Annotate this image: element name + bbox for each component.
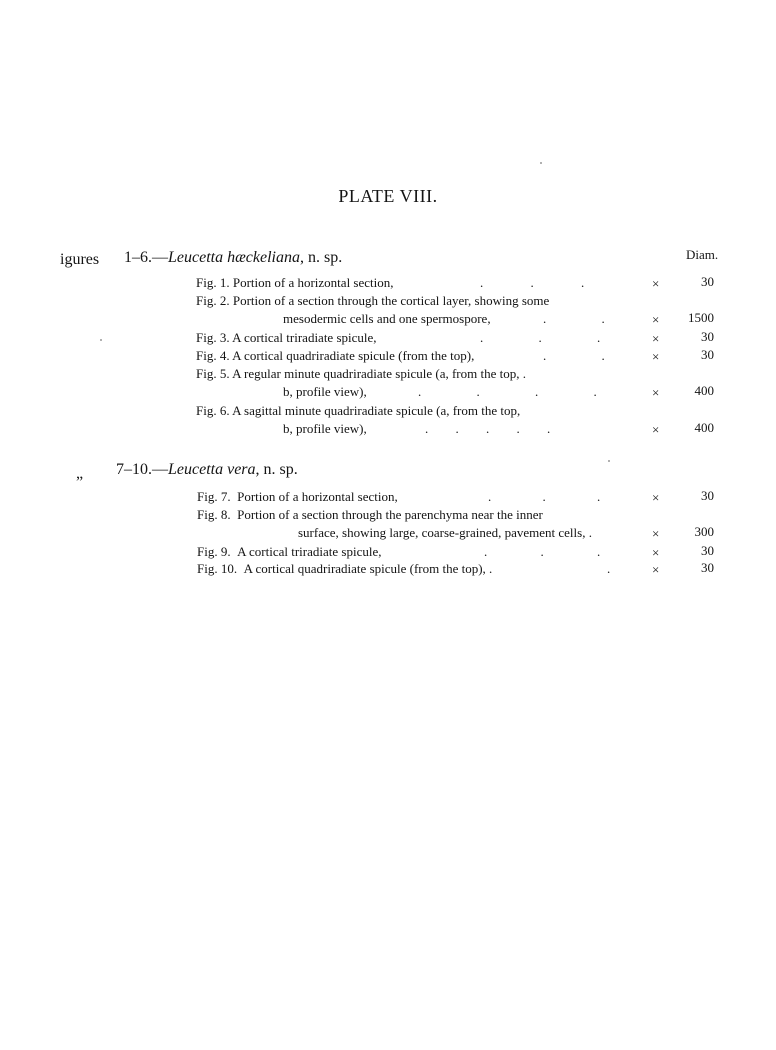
figure-label: Fig. 5. [196,366,230,381]
leader-dots: . . . . [418,384,597,399]
figure-label: Fig. 3. [196,330,230,345]
times-sign: × [652,526,660,541]
magnification: 1500 [688,310,714,325]
group-range: 1–6.— [124,249,168,266]
figure-label: Fig. 10. [197,561,238,576]
figure-text: A cortical quadriradiate spicule (from the top), [232,348,475,363]
figure-caption [197,544,381,560]
times-sign: × [652,312,660,327]
figure-text: Portion of a horizontal section, [232,275,394,290]
figure-text-continued: surface, showing large, coarse-grained, pavement cells, . [298,525,592,540]
figure-text: A sagittal minute quadriradiate spicule (a, from the top, [232,403,521,418]
group-suffix: , n. sp. [255,461,298,478]
magnification: 30 [701,347,714,362]
figure-label: Fig. 2. [196,293,230,308]
species-name: Leucetta hæckeliana [168,249,300,266]
leader-dots: . . . [480,275,585,290]
magnification: 30 [701,274,714,289]
scan-speck [608,460,610,462]
times-sign: × [652,490,660,505]
figure-text-continued: b, profile view), [283,421,367,436]
figure-caption [196,403,520,419]
times-sign: × [652,331,660,346]
figure-caption [196,366,526,382]
figure-text: Portion of a section through the parenchyma near the inner [237,507,543,522]
figure-label: Fig. 9. [197,544,231,559]
times-sign: × [652,562,660,577]
figure-text: A cortical triradiate spicule, [237,544,382,559]
figure-label: Fig. 1. [196,275,230,290]
group-heading [116,461,298,479]
figure-text: Portion of a horizontal section, [237,489,398,504]
figure-caption [197,561,492,577]
group-range: 7–10.— [116,461,168,478]
leader-dots: . . . [480,330,601,345]
times-sign: × [652,349,660,364]
figure-label: Fig. 8. [197,507,231,522]
leader-dots: . . . [484,544,601,559]
magnification: 30 [701,560,714,575]
figure-caption [196,293,549,309]
leader-dots: . . . . . [425,421,551,436]
figure-label: Fig. 6. [196,403,230,418]
diam-header: Diam. [686,247,719,262]
scan-speck [540,162,542,164]
leader-dots: . . . [488,489,601,504]
times-sign: × [652,545,660,560]
figure-text: Portion of a section through the cortical layer, showing some [232,293,550,308]
figure-caption [197,507,543,523]
magnification: 30 [701,488,714,503]
magnification: 400 [694,420,714,435]
group-heading [124,249,342,267]
figure-caption [197,489,398,505]
magnification: 30 [701,329,714,344]
figure-caption [196,348,474,364]
figure-text: A cortical quadriradiate spicule (from the top), . [243,561,493,576]
scan-speck [100,339,102,341]
figure-text: A cortical triradiate spicule, [232,330,377,345]
group-suffix: , n. sp. [299,249,343,266]
plate-title: PLATE VIII. [338,186,438,206]
magnification: 30 [701,543,714,558]
leader-dots: . [607,561,611,576]
ditto-mark: „ [76,465,84,482]
times-sign: × [652,276,660,291]
group-prefix: igures [60,251,100,268]
figure-label: Fig. 7. [197,489,231,504]
figure-text: A regular minute quadriradiate spicule (a, from the top, . [232,366,526,381]
species-name: Leucetta vera [168,461,256,478]
figure-caption [196,275,394,291]
magnification: 300 [694,524,714,539]
magnification: 400 [694,383,714,398]
figure-text-continued: b, profile view), [283,384,367,399]
figure-label: Fig. 4. [196,348,230,363]
figure-caption [196,330,377,346]
times-sign: × [652,422,660,437]
leader-dots: . . [543,311,605,326]
times-sign: × [652,385,660,400]
leader-dots: . . [543,348,605,363]
figure-text-continued: mesodermic cells and one spermospore, [283,311,491,326]
